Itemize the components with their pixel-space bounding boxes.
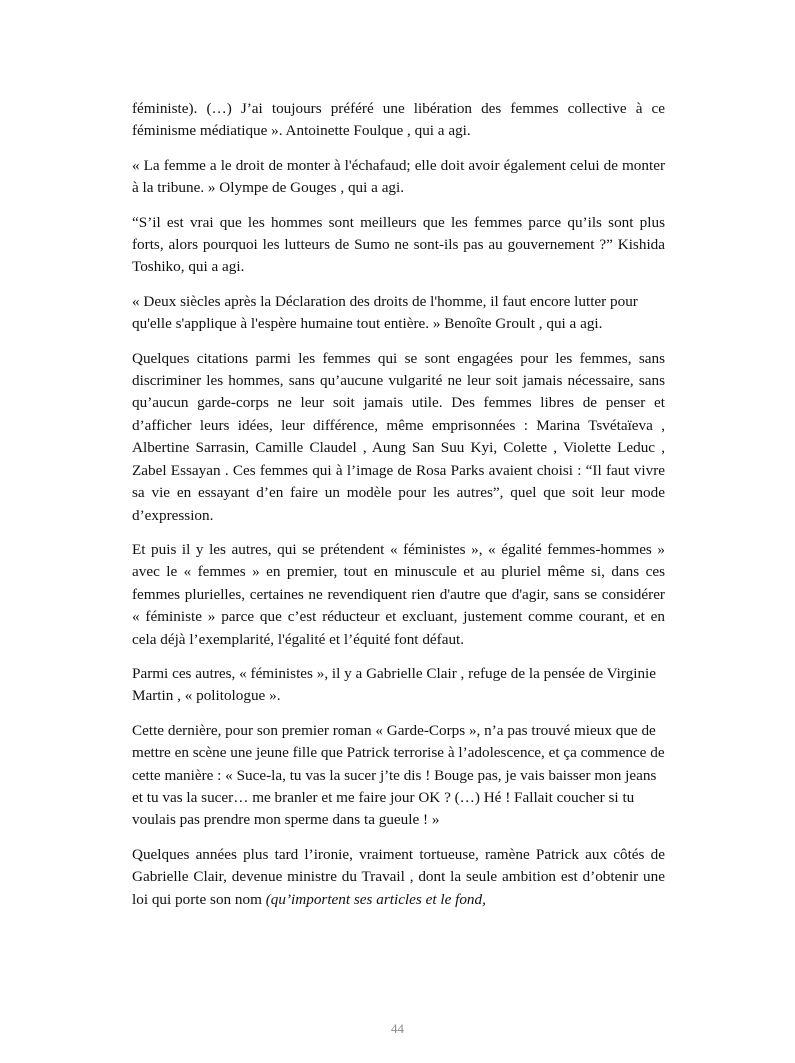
paragraph-les-autres: Et puis il y les autres, qui se prétendent « féministes », « égalité femmes-hommes » avec le « femmes » en premier, tout en minuscule et au pluriel même si, dans ces femmes plurielles, certaines ne revendiquent rien d'autre que d'agir, sans se considérer « féministe » parce que c’est réducteur et excluant, justement comme courant, et en cela déjà l’exemplarité, l'égalité et l’équité font défaut.	[132, 540, 665, 648]
paragraph-ironie-italic: (qu’importent ses articles et le fond,	[265, 890, 486, 908]
paragraph-antoinette-fouque: féministe). (…) J’ai toujours préféré une libération des femmes collective à ce féminisme médiatique ». Antoinette Foulque , qui a agi.	[132, 100, 665, 140]
paragraph-benoite-groult: « Deux siècles après la Déclaration des droits de l'homme, il faut encore lutter pour qu'elle s'applique à l'espère humaine tout entière. » Benoîte Groult , qui a agi.	[132, 292, 638, 333]
paragraph-gabrielle-clair: Parmi ces autres, « féministes », il y a Gabrielle Clair , refuge de la pensée de Virginie Martin , « politologue ».	[132, 664, 657, 705]
paragraph-ironie	[132, 844, 665, 911]
page-body	[132, 98, 665, 923]
paragraph-citations: Quelques citations parmi les femmes qui se sont engagées pour les femmes, sans discriminer les hommes, sans qu’aucune vulgarité ne leur soit jamais nécessaire, sans qu’aucun garde-corps ne leur soit jamais utile. Des femmes libres de penser et d’afficher leurs idées, leur différence, même emprisonnées : Marina Tsvétaïeva , Albertine Sarrasin, Camille Claudel , Aung San Suu Kyi, Colette , Violette Leduc , Zabel Essayan . Ces femmes qui à l’image de Rosa Parks avaient choisi : “Il faut vivre sa vie en essayant d’en faire un modèle pour les autres”, quel que soit leur mode d’expression.	[132, 349, 665, 524]
paragraph-olympe-de-gouges: « La femme a le droit de monter à l'échafaud; elle doit avoir également celui de monter à la tribune. » Olympe de Gouges , qui a agi.	[132, 156, 665, 197]
paragraph-kishida-toshiko: “S’il est vrai que les hommes sont meilleurs que les femmes parce qu’ils sont plus forts, alors pourquoi les lutteurs de Sumo ne sont-ils pas au gouvernement ?” Kishida Toshiko, qui a agi.	[132, 213, 665, 276]
page-number: 44	[391, 1021, 404, 1036]
paragraph-ironie-text: Quelques années plus tard l’ironie, vraiment tortueuse, ramène Patrick aux côtés de Gabrielle Clair, devenue ministre du Travail , dont la seule ambition est d’obtenir une loi qui porte son nom	[132, 845, 665, 908]
paragraph-garde-corps: Cette dernière, pour son premier roman « Garde-Corps », n’a pas trouvé mieux que de mettre en scène une jeune fille que Patrick terrorise à l’adolescence, et ça commence de cette manière : « Suce-la, tu vas la sucer j’te dis ! Bouge pas, je vais baisser mon jeans et tu vas la sucer… me branler et me faire jour OK ? (…) Hé ! Fallait coucher si tu voulais pas prendre mon sperme dans ta gueule ! »	[132, 721, 665, 829]
